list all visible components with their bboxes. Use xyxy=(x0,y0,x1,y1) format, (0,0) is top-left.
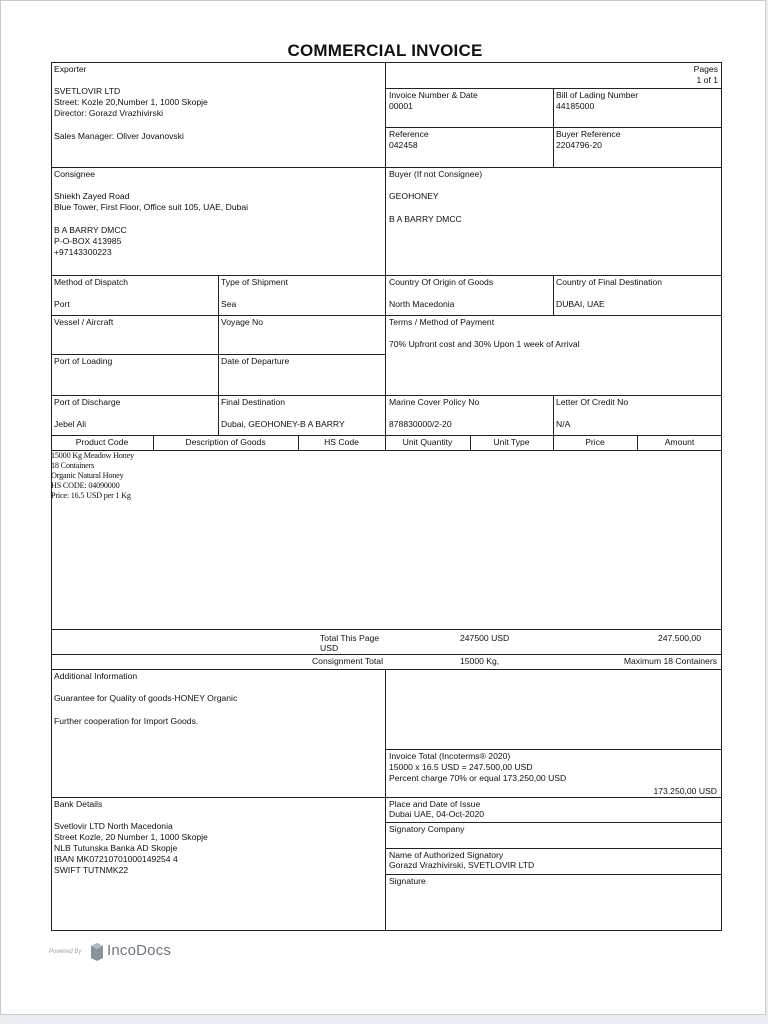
column-header-hs-code: HS Code xyxy=(324,437,359,447)
divider xyxy=(385,669,386,931)
goods-description-line: 15000 Kg Meadow Honey xyxy=(51,451,134,460)
invoice-total-line: Percent charge 70% or equal 173.250,00 USD xyxy=(389,773,567,783)
letter-of-credit-label: Letter Of Credit No xyxy=(556,397,629,407)
consignment-total-label: Consignment Total xyxy=(311,656,383,666)
goods-description-line: Price: 16.5 USD per 1 Kg xyxy=(51,491,131,500)
port-of-discharge-label: Port of Discharge xyxy=(54,397,121,407)
buyer-reference-value: 2204796-20 xyxy=(556,140,602,150)
invoice-total-line: 15000 x 16.5 USD = 247.500,00 USD xyxy=(389,762,533,772)
country-of-origin-value: North Macedonia xyxy=(389,299,455,309)
consignee-line: B A BARRY DMCC xyxy=(54,225,127,235)
invoice-total-amount: 173.250,00 USD xyxy=(653,786,717,796)
final-destination-label: Final Destination xyxy=(221,397,286,407)
divider xyxy=(553,275,554,315)
incodocs-logo-icon xyxy=(89,943,105,961)
bill-of-lading-value: 44185000 xyxy=(556,101,595,111)
divider xyxy=(553,395,554,435)
letter-of-credit-value: N/A xyxy=(556,419,571,429)
reference-label: Reference xyxy=(389,129,429,139)
divider xyxy=(51,669,722,670)
invoice-number-label: Invoice Number & Date xyxy=(389,90,478,100)
additional-info-label: Additional Information xyxy=(54,671,138,681)
invoice-frame xyxy=(51,62,722,931)
buyer-reference-label: Buyer Reference xyxy=(556,129,621,139)
total-this-page-quantity: 247500 USD xyxy=(460,633,510,643)
invoice-number-value: 00001 xyxy=(389,101,413,111)
divider xyxy=(385,848,722,849)
divider xyxy=(51,629,722,630)
powered-by-text: Powered By xyxy=(49,949,82,955)
total-this-page-amount: 247.500,00 xyxy=(657,633,701,643)
terms-value: 70% Upfront cost and 30% Upon 1 week of Arrival xyxy=(389,339,580,349)
bank-details-line: IBAN MK07210701000149254 4 xyxy=(54,854,178,864)
method-of-dispatch-label: Method of Dispatch xyxy=(54,277,129,287)
marine-cover-label: Marine Cover Policy No xyxy=(389,397,480,407)
bill-of-lading-label: Bill of Lading Number xyxy=(556,90,639,100)
exporter-street: Street: Kozle 20,Number 1, 1000 Skopje xyxy=(54,97,208,107)
divider xyxy=(385,749,722,750)
signature-label: Signature xyxy=(389,876,426,886)
date-of-departure-label: Date of Departure xyxy=(221,356,290,366)
place-date-value: Dubai UAE, 04-Oct-2020 xyxy=(389,809,485,819)
consignee-line: Shiekh Zayed Road xyxy=(54,191,130,201)
divider xyxy=(51,395,722,396)
buyer-line: B A BARRY DMCC xyxy=(389,214,462,224)
voyage-label: Voyage No xyxy=(221,317,264,327)
goods-description-line: 18 Containers xyxy=(51,461,95,470)
incodocs-brand: IncoDocs xyxy=(107,942,172,959)
buyer-label: Buyer (If not Consignee) xyxy=(389,169,483,179)
pages-value: 1 of 1 xyxy=(696,75,718,85)
port-of-loading-label: Port of Loading xyxy=(54,356,113,366)
consignment-total-amount: Maximum 18 Containers xyxy=(623,656,717,666)
divider xyxy=(385,88,722,89)
exporter-label: Exporter xyxy=(54,64,87,74)
place-date-label: Place and Date of Issue xyxy=(389,799,481,809)
divider xyxy=(385,127,722,128)
country-of-origin-label: Country Of Origin of Goods xyxy=(389,277,494,287)
column-header-price: Price xyxy=(585,437,605,447)
exporter-director: Director: Gorazd Vrazhivirski xyxy=(54,108,164,118)
reference-value: 042458 xyxy=(389,140,418,150)
column-header-unit-type: Unit Type xyxy=(493,437,530,447)
type-of-shipment-label: Type of Shipment xyxy=(221,277,288,287)
country-of-destination-value: DUBAI, UAE xyxy=(556,299,605,309)
additional-info-line: Further cooperation for Import Goods. xyxy=(54,716,199,726)
consignee-label: Consignee xyxy=(54,169,96,179)
total-this-page-label: Total This Page xyxy=(320,633,380,643)
vessel-label: Vessel / Aircraft xyxy=(54,317,114,327)
bank-details-line: NLB Tutunska Banka AD Skopje xyxy=(54,843,178,853)
document-title: COMMERCIAL INVOICE xyxy=(287,41,483,60)
divider xyxy=(51,450,722,451)
divider xyxy=(51,435,722,436)
buyer-line: GEOHONEY xyxy=(389,191,439,201)
column-header-description: Description of Goods xyxy=(185,437,266,447)
terms-label: Terms / Method of Payment xyxy=(389,317,495,327)
bank-details-line: Street Kozle, 20 Number 1, 1000 Skopje xyxy=(54,832,208,842)
column-header-amount: Amount xyxy=(664,437,695,447)
divider xyxy=(51,354,386,355)
divider xyxy=(553,88,554,168)
divider xyxy=(385,822,722,823)
total-this-page-currency: USD xyxy=(320,643,339,653)
invoice-total-label: Invoice Total (Incoterms® 2020) xyxy=(389,751,511,761)
divider xyxy=(51,167,722,168)
type-of-shipment-value: Sea xyxy=(221,299,237,309)
consignment-total-quantity: 15000 Kg, xyxy=(460,656,500,666)
divider xyxy=(51,315,722,316)
column-header-unit-quantity: Unit Quantity xyxy=(402,437,453,447)
method-of-dispatch-value: Port xyxy=(54,299,70,309)
bank-details-label: Bank Details xyxy=(54,799,103,809)
additional-info-line: Guarantee for Quality of goods-HONEY Organic xyxy=(54,693,238,703)
marine-cover-value: 878830000/2-20 xyxy=(389,419,452,429)
exporter-sales-manager: Sales Manager: Oliver Jovanovski xyxy=(54,131,184,141)
column-header-product-code: Product Code xyxy=(75,437,129,447)
goods-description-line: Organic Natural Honey xyxy=(51,471,124,480)
divider xyxy=(51,654,722,655)
consignee-line: Blue Tower, First Floor, Office suit 105, UAE, Dubai xyxy=(54,202,249,212)
divider xyxy=(385,62,386,435)
divider xyxy=(218,275,219,435)
consignee-line: P-O-BOX 413985 xyxy=(54,236,122,246)
exporter-name: SVETLOVIR LTD xyxy=(54,86,121,96)
bank-details-line: Svetlovir LTD North Macedonia xyxy=(54,821,173,831)
signatory-company-label: Signatory Company xyxy=(389,824,465,834)
divider xyxy=(385,874,722,875)
final-destination-value: Dubai, GEOHONEY-B A BARRY xyxy=(221,419,345,429)
authorized-signatory-label: Name of Authorized Signatory xyxy=(389,850,504,860)
consignee-line: +97143300223 xyxy=(54,247,112,257)
bank-details-line: SWIFT TUTNMK22 xyxy=(54,865,129,875)
authorized-signatory-value: Gorazd Vrazhivirski, SVETLOVIR LTD xyxy=(389,860,535,870)
country-of-destination-label: Country of Final Destination xyxy=(556,277,663,287)
divider xyxy=(51,275,722,276)
port-of-discharge-value: Jebel Ali xyxy=(54,419,87,429)
goods-description-line: HS CODE: 04090000 xyxy=(51,481,120,490)
pages-label: Pages xyxy=(693,64,718,74)
